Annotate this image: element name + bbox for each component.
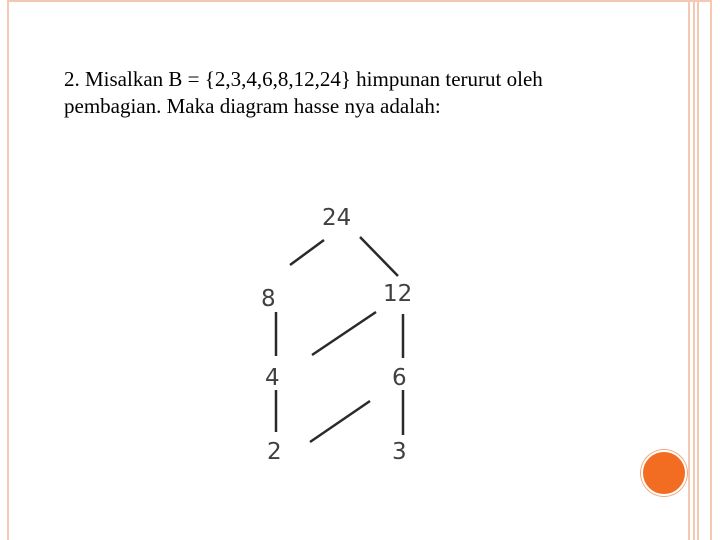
text-line-2: pembagian. Maka diagram hasse nya adalah: — [64, 94, 441, 118]
node-2: 2 — [267, 439, 282, 465]
node-3: 3 — [392, 439, 407, 465]
node-12: 12 — [383, 281, 413, 307]
edge-12-4 — [312, 312, 376, 355]
text-line-1: 2. Misalkan B = {2,3,4,6,8,12,24} himpunan terurut oleh — [64, 67, 543, 91]
edge-6-2 — [310, 401, 370, 442]
node-6: 6 — [392, 365, 407, 391]
edge-24-12 — [360, 237, 398, 276]
node-24: 24 — [322, 205, 352, 231]
edge-24-8 — [290, 240, 324, 265]
node-4: 4 — [265, 365, 280, 391]
node-8: 8 — [261, 286, 276, 312]
decorative-circle — [641, 450, 687, 496]
